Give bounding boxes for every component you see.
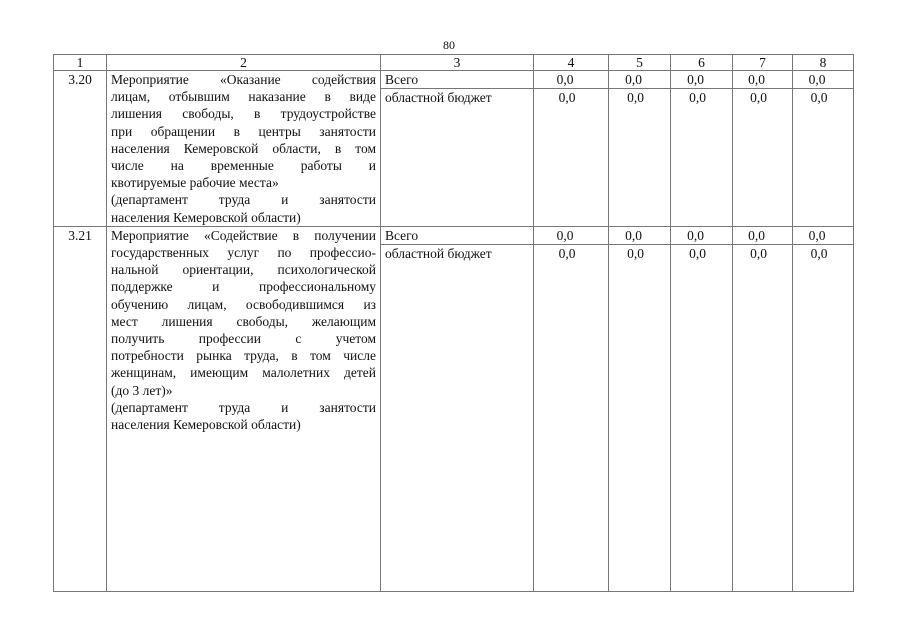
value: 0,0 <box>534 88 608 106</box>
value: 0,0 <box>625 72 642 87</box>
value: 0,0 <box>733 88 792 106</box>
description-line: Мероприятие «Оказание содействия <box>111 72 376 87</box>
header-cell: 4 <box>534 55 609 71</box>
description-line: населения Кемеровской области, в том <box>111 140 376 156</box>
funding-source <box>381 71 534 227</box>
value: 0,0 <box>534 244 608 262</box>
funding-source-label: областной бюджет <box>381 88 533 106</box>
value: 0,0 <box>556 227 574 243</box>
value-cell-col5 <box>609 226 671 591</box>
value-cell-col8 <box>793 71 854 227</box>
page-number: 80 <box>443 38 455 52</box>
value: 0,0 <box>556 72 574 87</box>
value: 0,0 <box>808 72 826 87</box>
row-number: 3.20 <box>54 71 107 227</box>
value: 0,0 <box>748 72 765 87</box>
header-cell: 6 <box>671 55 733 71</box>
description-line: квотируемые рабочие места» <box>111 175 279 191</box>
description-line: мест лишения свободы, желающим <box>111 313 376 329</box>
description-line: обучению лицам, освободившимся из <box>111 296 376 312</box>
value: 0,0 <box>609 88 670 106</box>
activity-description <box>107 226 381 591</box>
value: 0,0 <box>625 227 642 243</box>
value-cell-col7 <box>733 226 793 591</box>
value-cell-col4 <box>534 226 609 591</box>
funding-source-label: Всего <box>385 72 419 87</box>
description-line: получить профессии с учетом <box>111 331 376 347</box>
value: 0,0 <box>808 227 826 243</box>
value: 0,0 <box>671 88 732 106</box>
description-line: Мероприятие «Содействие в получении <box>111 227 376 243</box>
description-line: лишения свободы, в трудоустройстве <box>111 106 376 122</box>
value: 0,0 <box>609 244 670 262</box>
header-cell: 1 <box>54 55 107 71</box>
value: 0,0 <box>793 88 853 106</box>
description-line: поддержке и профессиональному <box>111 279 376 295</box>
budget-table <box>53 54 854 592</box>
header-cell: 5 <box>609 55 671 71</box>
description-line: женщинам, имеющим малолетних детей <box>111 365 376 381</box>
description-line: (до 3 лет)» <box>111 382 173 398</box>
value-cell-col7 <box>733 71 793 227</box>
value: 0,0 <box>671 244 732 262</box>
funding-source-label: Всего <box>385 227 419 243</box>
value-cell-col5 <box>609 71 671 227</box>
description-line: государственных услуг по профессио- <box>111 245 376 261</box>
table-row <box>54 71 854 227</box>
header-cell: 3 <box>381 55 534 71</box>
description-line: (департамент труда и занятости <box>111 399 376 415</box>
value-cell-col6 <box>671 226 733 591</box>
description-line: лицам, отбывшим наказание в виде <box>111 89 376 105</box>
value: 0,0 <box>687 227 704 243</box>
description-line: при обращении в центры занятости <box>111 123 376 139</box>
funding-source <box>381 226 534 591</box>
header-cell: 8 <box>793 55 854 71</box>
row-number: 3.21 <box>54 226 107 591</box>
description-line: нальной ориентации, психологической <box>111 262 376 278</box>
header-cell: 2 <box>107 55 381 71</box>
description-line: населения Кемеровской области) <box>111 209 301 225</box>
header-cell: 7 <box>733 55 793 71</box>
value: 0,0 <box>748 227 765 243</box>
description-line: потребности рынка труда, в том числе <box>111 348 376 364</box>
value: 0,0 <box>687 72 704 87</box>
table-row <box>54 226 854 591</box>
description-line: (департамент труда и занятости <box>111 192 376 208</box>
value-cell-col4 <box>534 71 609 227</box>
value-cell-col8 <box>793 226 854 591</box>
description-line: числе на временные работы и <box>111 158 376 174</box>
description-line: населения Кемеровской области) <box>111 417 301 433</box>
funding-source-label: областной бюджет <box>381 244 533 262</box>
value-cell-col6 <box>671 71 733 227</box>
value: 0,0 <box>733 244 792 262</box>
activity-description <box>107 71 381 227</box>
header-row <box>54 55 854 71</box>
value: 0,0 <box>793 244 853 262</box>
